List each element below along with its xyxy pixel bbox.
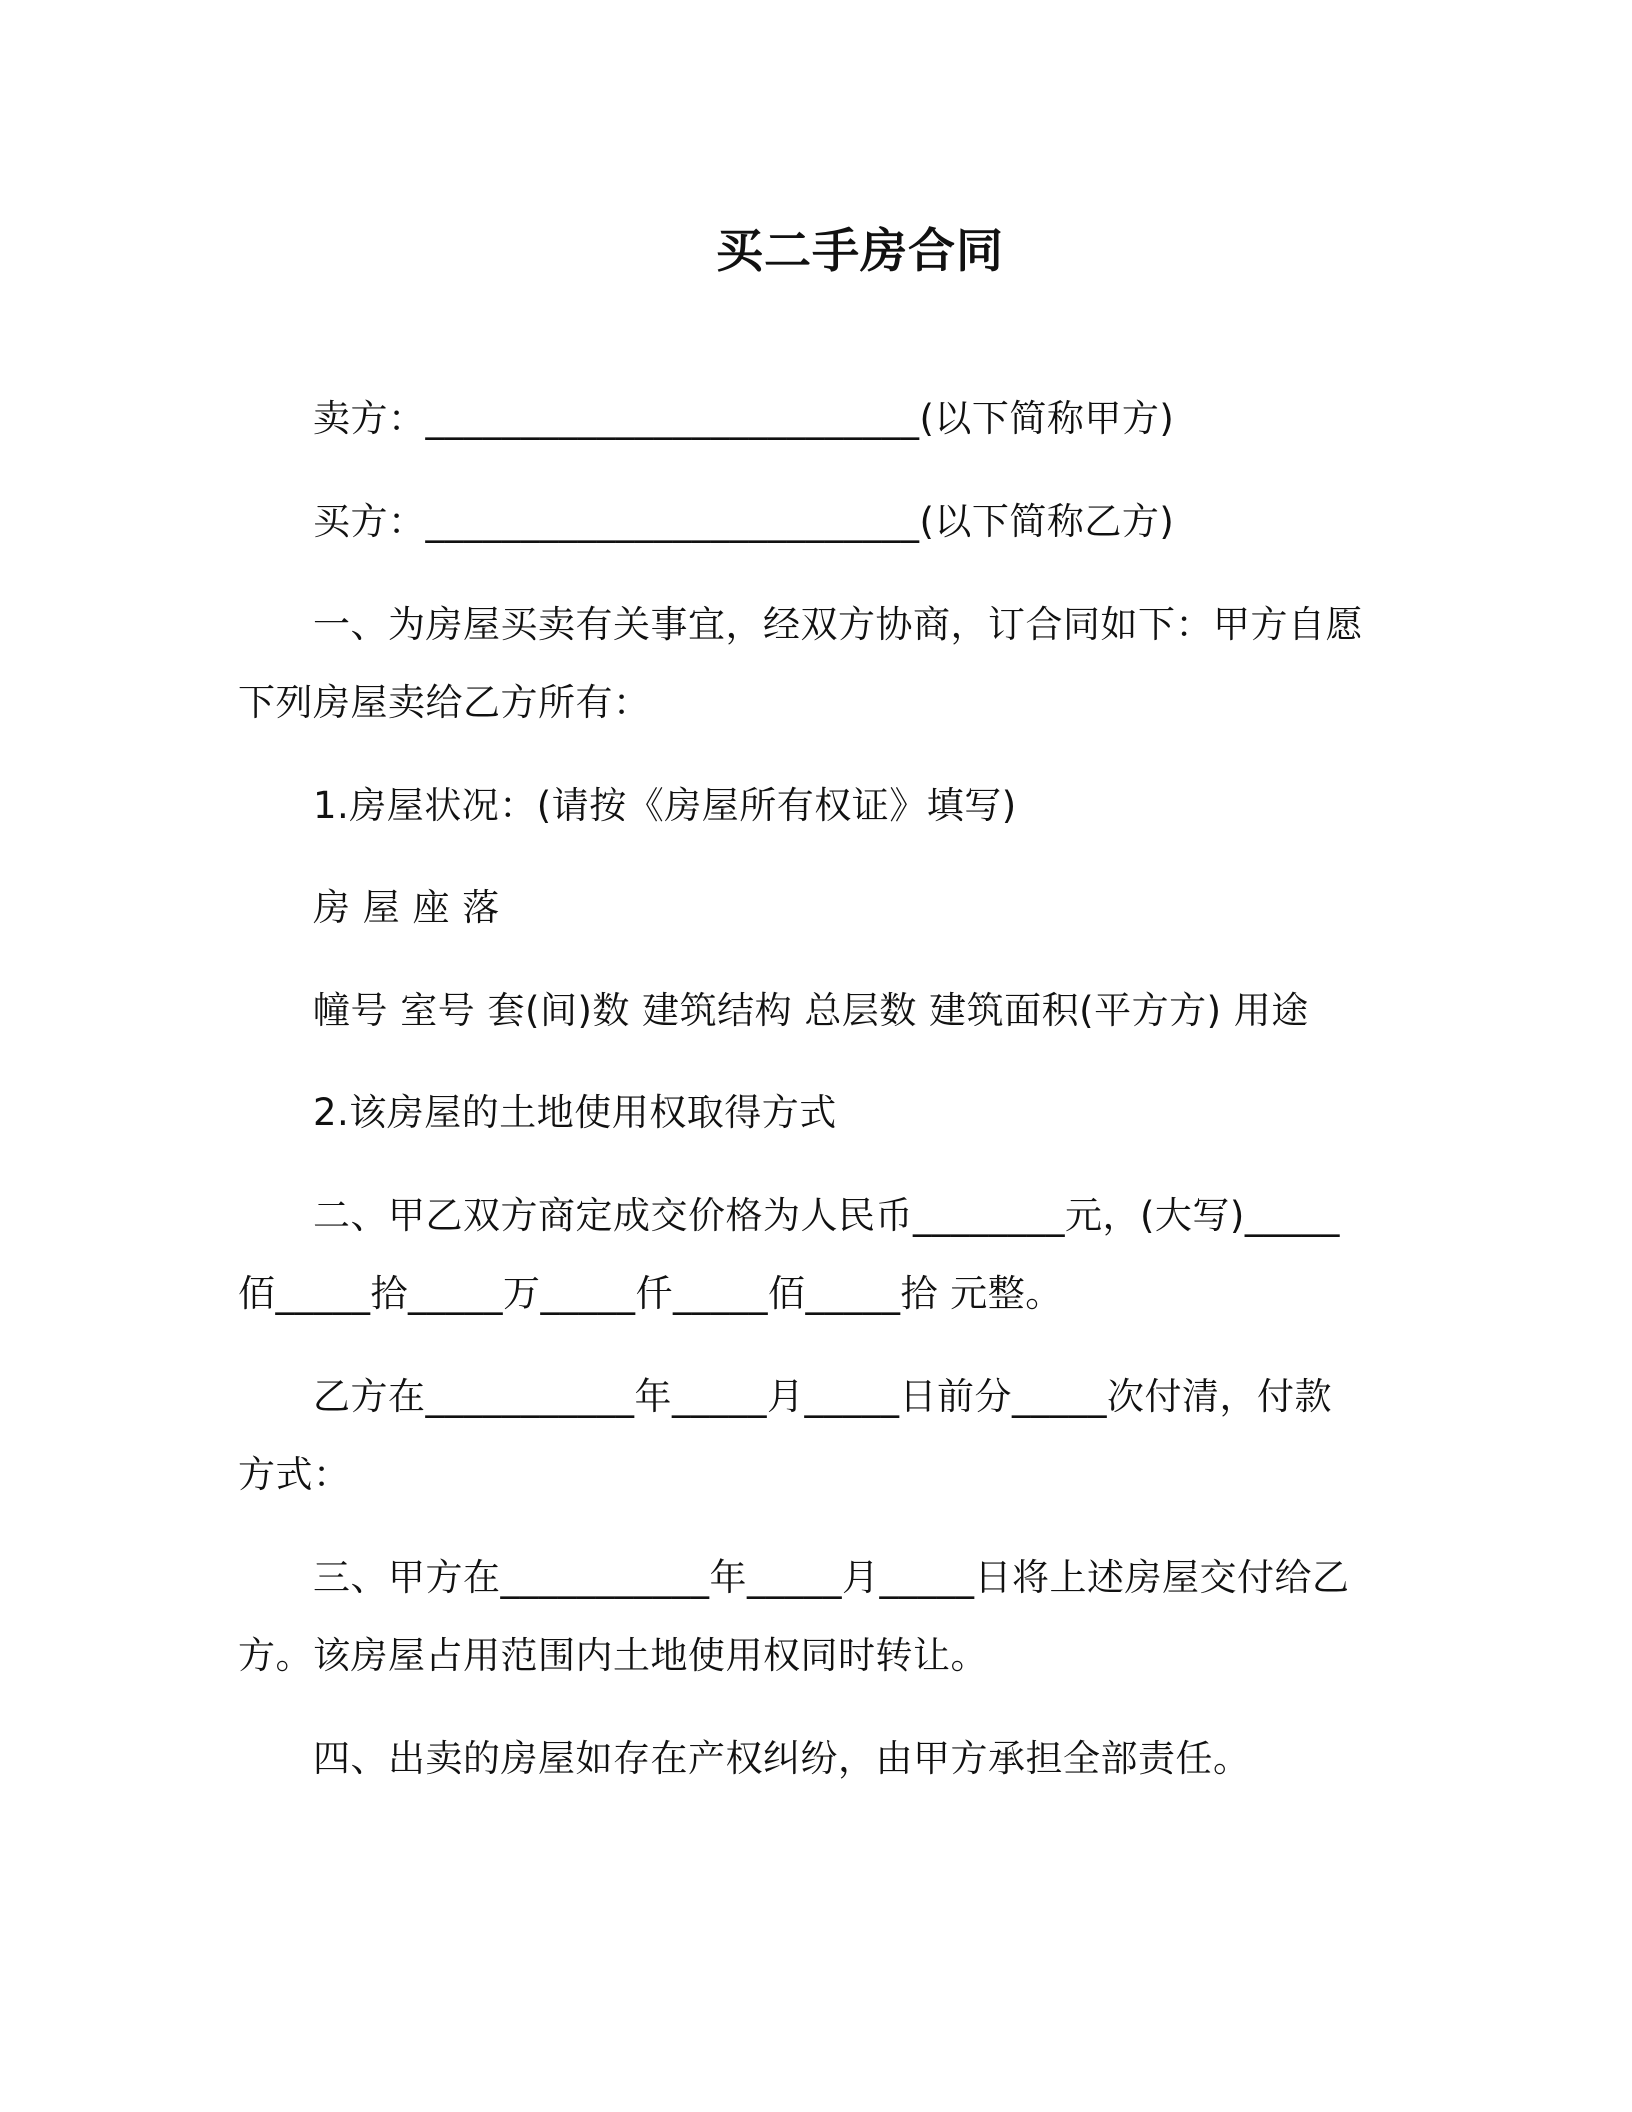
payment-line-1: 乙方在___________年_____月_____日前分_____次付清，付款 — [313, 1375, 1332, 1418]
buyer-line: 买方：__________________________(以下简称乙方) — [313, 500, 1175, 543]
clause-3-line-2: 方。该房屋占用范围内土地使用权同时转让。 — [238, 1634, 988, 1677]
property-location-line: 房 屋 座 落 — [313, 886, 500, 929]
land-use-line: 2.该房屋的土地使用权取得方式 — [313, 1091, 837, 1134]
property-status-line: 1.房屋状况：(请按《房屋所有权证》填写) — [313, 784, 1017, 827]
clause-1-line-1: 一、为房屋买卖有关事宜，经双方协商，订合同如下：甲方自愿 — [313, 603, 1363, 646]
payment-line-2: 方式： — [238, 1453, 351, 1496]
clause-4-line: 四、出卖的房屋如存在产权纠纷，由甲方承担全部责任。 — [313, 1737, 1251, 1780]
clause-3-line-1: 三、甲方在___________年_____月_____日将上述房屋交付给乙 — [313, 1556, 1350, 1599]
clause-1-line-2: 下列房屋卖给乙方所有： — [238, 681, 651, 724]
seller-line: 卖方：__________________________(以下简称甲方) — [313, 397, 1175, 440]
document-title: 买二手房合同 — [716, 224, 1004, 279]
clause-2-line-1: 二、甲乙双方商定成交价格为人民币________元，(大写)_____ — [313, 1194, 1340, 1237]
clause-2-line-2: 佰_____拾_____万_____仟_____佰_____拾 元整。 — [238, 1272, 1063, 1315]
property-fields-line: 幢号 室号 套(间)数 建筑结构 总层数 建筑面积(平方方) 用途 — [313, 989, 1309, 1032]
